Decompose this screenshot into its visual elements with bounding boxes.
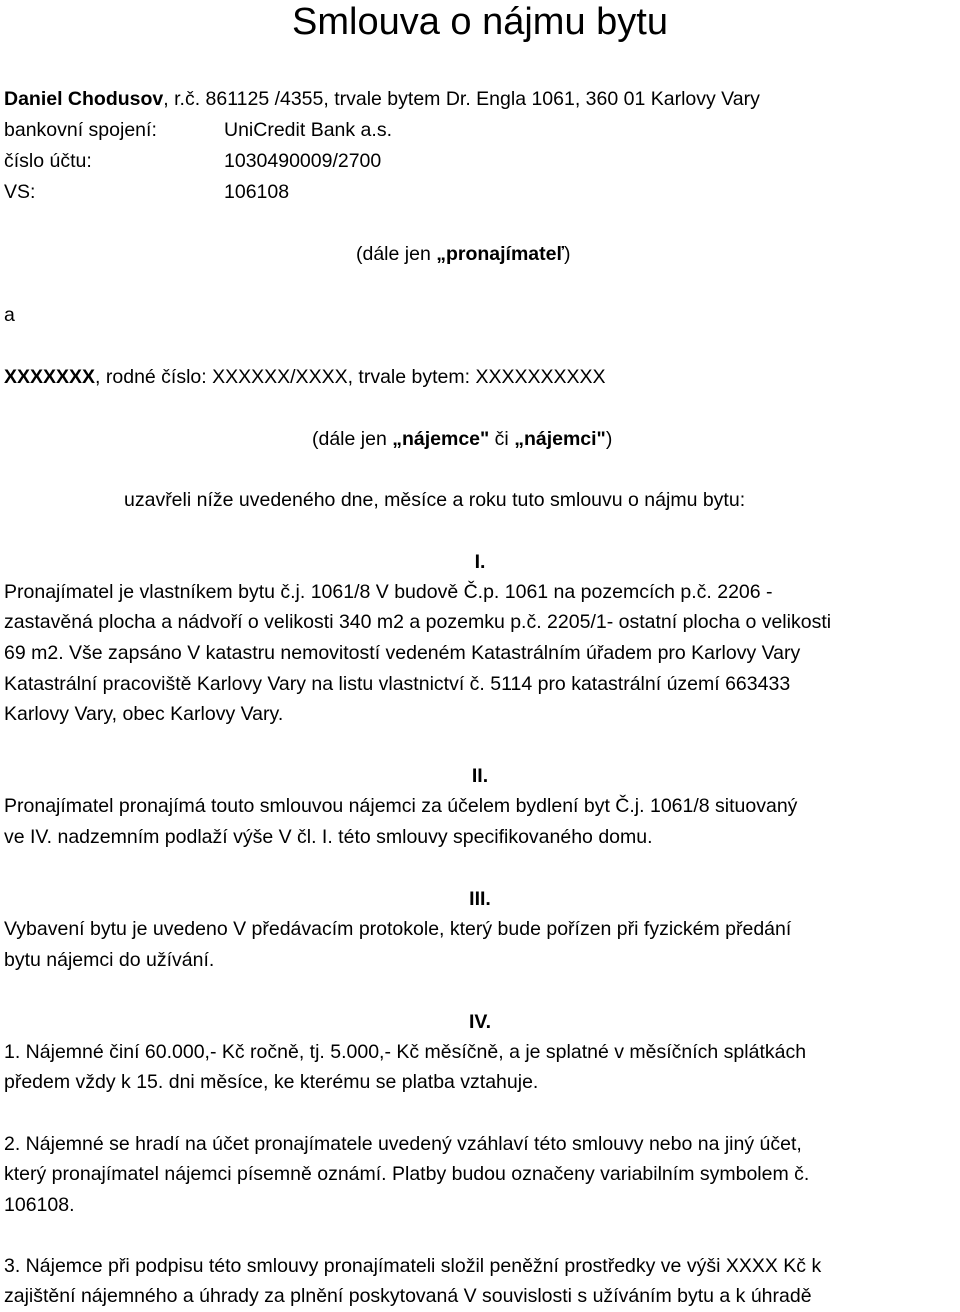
section-heading-1: I. xyxy=(474,551,486,573)
clause-3-line: 3. Nájemce při podpisu této smlouvy pronajímateli složil peněžní prostředky ve výši XXXX Kč k xyxy=(4,1255,822,1277)
alias-tenants: „nájemci" xyxy=(514,428,606,450)
vs-label: VS: xyxy=(4,181,36,203)
conjunction: a xyxy=(4,304,15,326)
tenant-name: XXXXXXX xyxy=(4,366,96,388)
landlord-details: , r.č. 861125 /4355, trvale bytem Dr. Engla 1061, 360 01 Karlovy Vary xyxy=(163,88,760,110)
agreement-statement: uzavřeli níže uvedeného dne, měsíce a roku tuto smlouvu o nájmu bytu: xyxy=(124,489,746,511)
landlord-line xyxy=(4,84,760,115)
clause-2-line: 2. Nájemné se hradí na účet pronajímatele uvedený vzáhlaví této smlouvy nebo na jiný účet, xyxy=(4,1133,802,1155)
landlord-alias xyxy=(356,239,571,270)
section-1-line: zastavěná plocha a nádvoří o velikosti 340 m2 a pozemku p.č. 2205/1- ostatní plocha o velikosti xyxy=(4,611,832,633)
landlord-name: Daniel Chodusov xyxy=(4,88,164,110)
clause-2-line: který pronajímatel nájemci písemně oznámí. Platby budou označeny variabilním symbolem č. xyxy=(4,1163,810,1185)
bank-value: UniCredit Bank a.s. xyxy=(224,119,392,141)
section-1-line: 69 m2. Vše zapsáno V katastru nemovitostí vedeném Katastrálním úřadem pro Karlovy Vary xyxy=(4,642,801,664)
section-2-line: Pronajímatel pronajímá touto smlouvou nájemci za účelem bydlení byt Č.j. 1061/8 situovaný xyxy=(4,795,798,817)
alias-suffix: ) xyxy=(564,243,571,265)
section-heading-4: IV. xyxy=(468,1011,492,1033)
section-1-line: Katastrální pracoviště Karlovy Vary na listu vlastnictví č. 5114 pro katastrální území 663433 xyxy=(4,673,791,695)
section-3-line: Vybavení bytu je uvedeno V předávacím protokole, který bude pořízen při fyzickém předání xyxy=(4,918,792,940)
clause-3-line: zajištění nájemného a úhrady za plnění poskytovaná V souvislosti s užíváním bytu a k úhradě xyxy=(4,1285,812,1307)
alias-mid: či xyxy=(489,428,515,450)
vs-value: 106108 xyxy=(224,181,290,203)
section-heading-2: II. xyxy=(471,765,489,787)
clause-2-line: 106108. xyxy=(4,1194,75,1216)
account-label: číslo účtu: xyxy=(4,150,92,172)
alias-landlord: „pronajímateľ xyxy=(436,243,565,265)
section-heading-3: III. xyxy=(469,888,491,910)
tenant-alias xyxy=(312,424,612,455)
account-value: 1030490009/2700 xyxy=(224,150,382,172)
clause-1-line: předem vždy k 15. dni měsíce, ke kterému se platba vztahuje. xyxy=(4,1071,539,1093)
alias-prefix: (dále jen xyxy=(356,243,437,265)
alias-suffix: ) xyxy=(605,428,613,450)
tenant-details: , rodné číslo: XXXXXX/XXXX, trvale bytem: XXXXXXXXXX xyxy=(95,366,606,388)
clause-1-line: 1. Nájemné činí 60.000,- Kč ročně, tj. 5.000,- Kč měsíčně, a je splatné v měsíčních splátkách xyxy=(4,1041,807,1063)
section-3-line: bytu nájemci do užívání. xyxy=(4,949,215,971)
alias-prefix: (dále jen xyxy=(312,428,393,450)
bank-label: bankovní spojení: xyxy=(4,119,157,141)
section-2-line: ve IV. nadzemním podlaží výše V čl. I. této smlouvy specifikovaného domu. xyxy=(4,826,653,848)
section-1-line: Karlovy Vary, obec Karlovy Vary. xyxy=(4,703,284,725)
alias-tenant: „nájemce" xyxy=(392,428,490,450)
document-title: Smlouva o nájmu bytu xyxy=(292,1,668,43)
tenant-line xyxy=(4,362,606,393)
section-1-line: Pronajímatel je vlastníkem bytu č.j. 1061/8 V budově Č.p. 1061 na pozemcích p.č. 2206 - xyxy=(4,581,773,603)
